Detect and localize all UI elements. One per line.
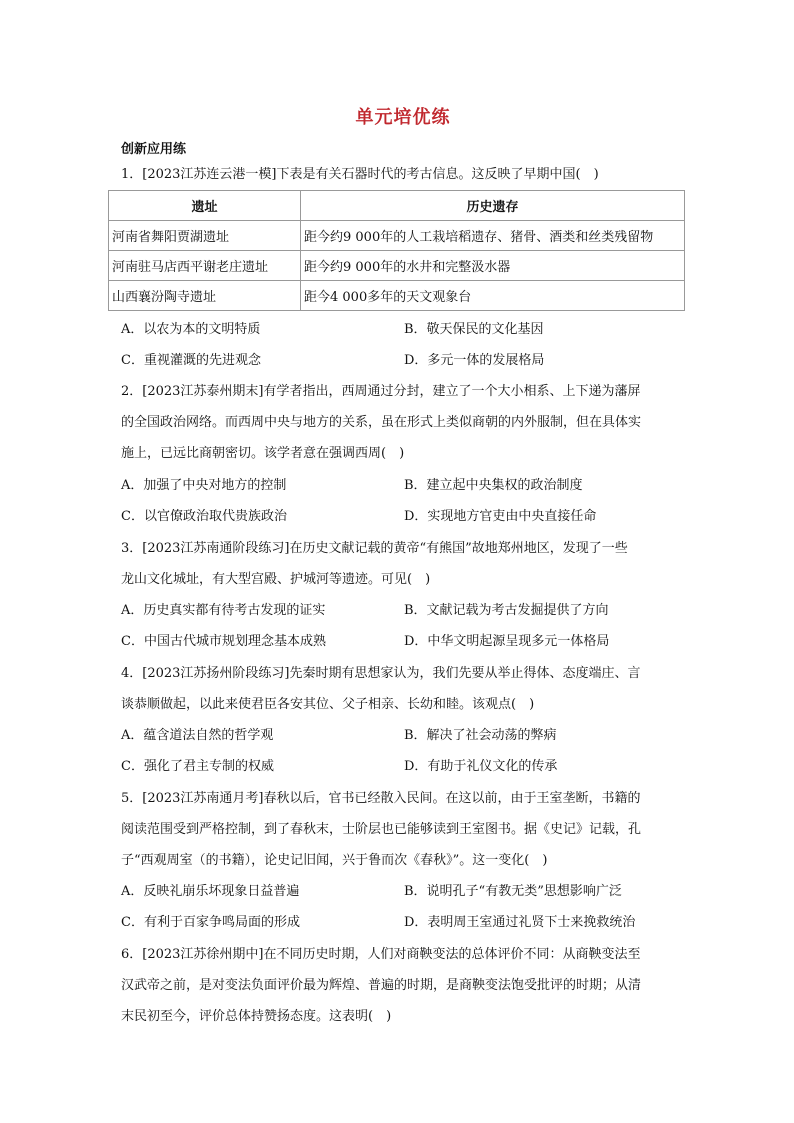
option-b[interactable]: B．解决了社会动荡的弊病	[404, 728, 557, 743]
option-a[interactable]: A．蕴含道法自然的哲学观	[121, 728, 274, 743]
question-1-options	[121, 314, 687, 376]
option-b[interactable]: B．说明孔子“有教无类”思想影响广泛	[404, 884, 622, 899]
table-header-row	[109, 191, 685, 221]
option-c[interactable]: C．重视灌溉的先进观念	[121, 353, 261, 368]
option-b[interactable]: B．敬天保民的文化基因	[404, 322, 544, 337]
section-heading: 创新应用练	[121, 142, 187, 157]
question-4-stem	[121, 658, 687, 720]
option-c[interactable]: C．以官僚政治取代贵族政治	[121, 509, 287, 524]
question-5-options	[121, 876, 687, 938]
question-2-stem	[121, 376, 687, 469]
table-cell-remains: 距今约9 000年的水井和完整汲水器	[301, 251, 685, 281]
question-line: 的全国政治网络。而西周中央与地方的关系，虽在形式上类似商朝的内外服制，但在具体实	[121, 415, 642, 430]
option-a[interactable]: A．历史真实都有待考古发现的证实	[121, 603, 326, 618]
table-cell-remains: 距今4 000多年的天文观象台	[301, 281, 685, 311]
question-line: 3．[2023江苏南通阶段练习]在历史文献记载的黄帝“有熊国”故地郑州地区，发现了一些	[121, 541, 628, 556]
table-header-site: 遗址	[109, 191, 301, 221]
option-b[interactable]: B．文献记载为考古发掘提供了方向	[404, 603, 609, 618]
question-3-stem	[121, 533, 687, 595]
question-line: 龙山文化城址，有大型宫殿、护城河等遗迹。可见( )	[121, 572, 431, 587]
question-line: 子“西观周室（的书籍），论史记旧闻，兴于鲁而次《春秋》”。这一变化( )	[121, 853, 548, 868]
option-a[interactable]: A．加强了中央对地方的控制	[121, 478, 287, 493]
option-c[interactable]: C．有利于百家争鸣局面的形成	[121, 915, 300, 930]
table-row	[109, 251, 685, 281]
page-title: 单元培优练	[355, 107, 451, 128]
option-d[interactable]: D．实现地方官吏由中央直接任命	[404, 509, 597, 524]
question-line: 2．[2023江苏泰州期末]有学者指出，西周通过分封，建立了一个大小相系、上下递为藩屏	[121, 384, 641, 399]
option-a[interactable]: A．反映礼崩乐坏现象日益普遍	[121, 884, 300, 899]
question-4-options	[121, 720, 687, 782]
question-line: 4．[2023江苏扬州阶段练习]先秦时期有思想家认为，我们先要从举止得体、态度端庄、言	[121, 666, 641, 681]
archaeology-table	[108, 190, 685, 311]
table-header-remains: 历史遗存	[301, 191, 685, 221]
question-line: 汉武帝之前，是对变法负面评价最为辉煌、普遍的时期，是商鞅变法饱受批评的时期；从清	[121, 978, 642, 993]
table-cell-site: 河南省舞阳贾湖遗址	[109, 221, 301, 251]
question-2-options	[121, 470, 687, 532]
question-line: 阅读范围受到严格控制，到了春秋末，士阶层也已能够读到王室图书。据《史记》记载，孔	[121, 822, 642, 837]
table-cell-site: 山西襄汾陶寺遗址	[109, 281, 301, 311]
option-d[interactable]: D．中华文明起源呈现多元一体格局	[404, 634, 610, 649]
table-row	[109, 281, 685, 311]
option-c[interactable]: C．强化了君主专制的权威	[121, 759, 274, 774]
option-d[interactable]: D．表明周王室通过礼贤下士来挽救统治	[404, 915, 636, 930]
option-c[interactable]: C．中国古代城市规划理念基本成熟	[121, 634, 326, 649]
option-d[interactable]: D．有助于礼仪文化的传承	[404, 759, 558, 774]
question-line: 施上，已远比商朝密切。该学者意在强调西周( )	[121, 446, 405, 461]
question-line: 6．[2023江苏徐州期中]在不同历史时期，人们对商鞅变法的总体评价不同：从商鞅变法至	[121, 947, 641, 962]
question-6-stem	[121, 939, 687, 1032]
question-line: 谈恭顺做起，以此来使君臣各安其位、父子相亲、长幼和睦。该观点( )	[121, 697, 535, 712]
question-1-stem: 1．[2023江苏连云港一模]下表是有关石器时代的考古信息。这反映了早期中国( )	[121, 167, 599, 182]
question-line: 5．[2023江苏南通月考]春秋以后，官书已经散入民间。在这以前，由于王室垄断，书籍的	[121, 791, 641, 806]
question-5-stem	[121, 783, 687, 876]
question-line: 末民初至今，评价总体持赞扬态度。这表明( )	[121, 1009, 392, 1024]
table-row	[109, 221, 685, 251]
table-cell-remains: 距今约9 000年的人工栽培稻遗存、猪骨、酒类和丝类残留物	[301, 221, 685, 251]
option-d[interactable]: D．多元一体的发展格局	[404, 353, 545, 368]
option-b[interactable]: B．建立起中央集权的政治制度	[404, 478, 583, 493]
question-3-options	[121, 595, 687, 657]
table-cell-site: 河南驻马店西平谢老庄遗址	[109, 251, 301, 281]
option-a[interactable]: A．以农为本的文明特质	[121, 322, 261, 337]
